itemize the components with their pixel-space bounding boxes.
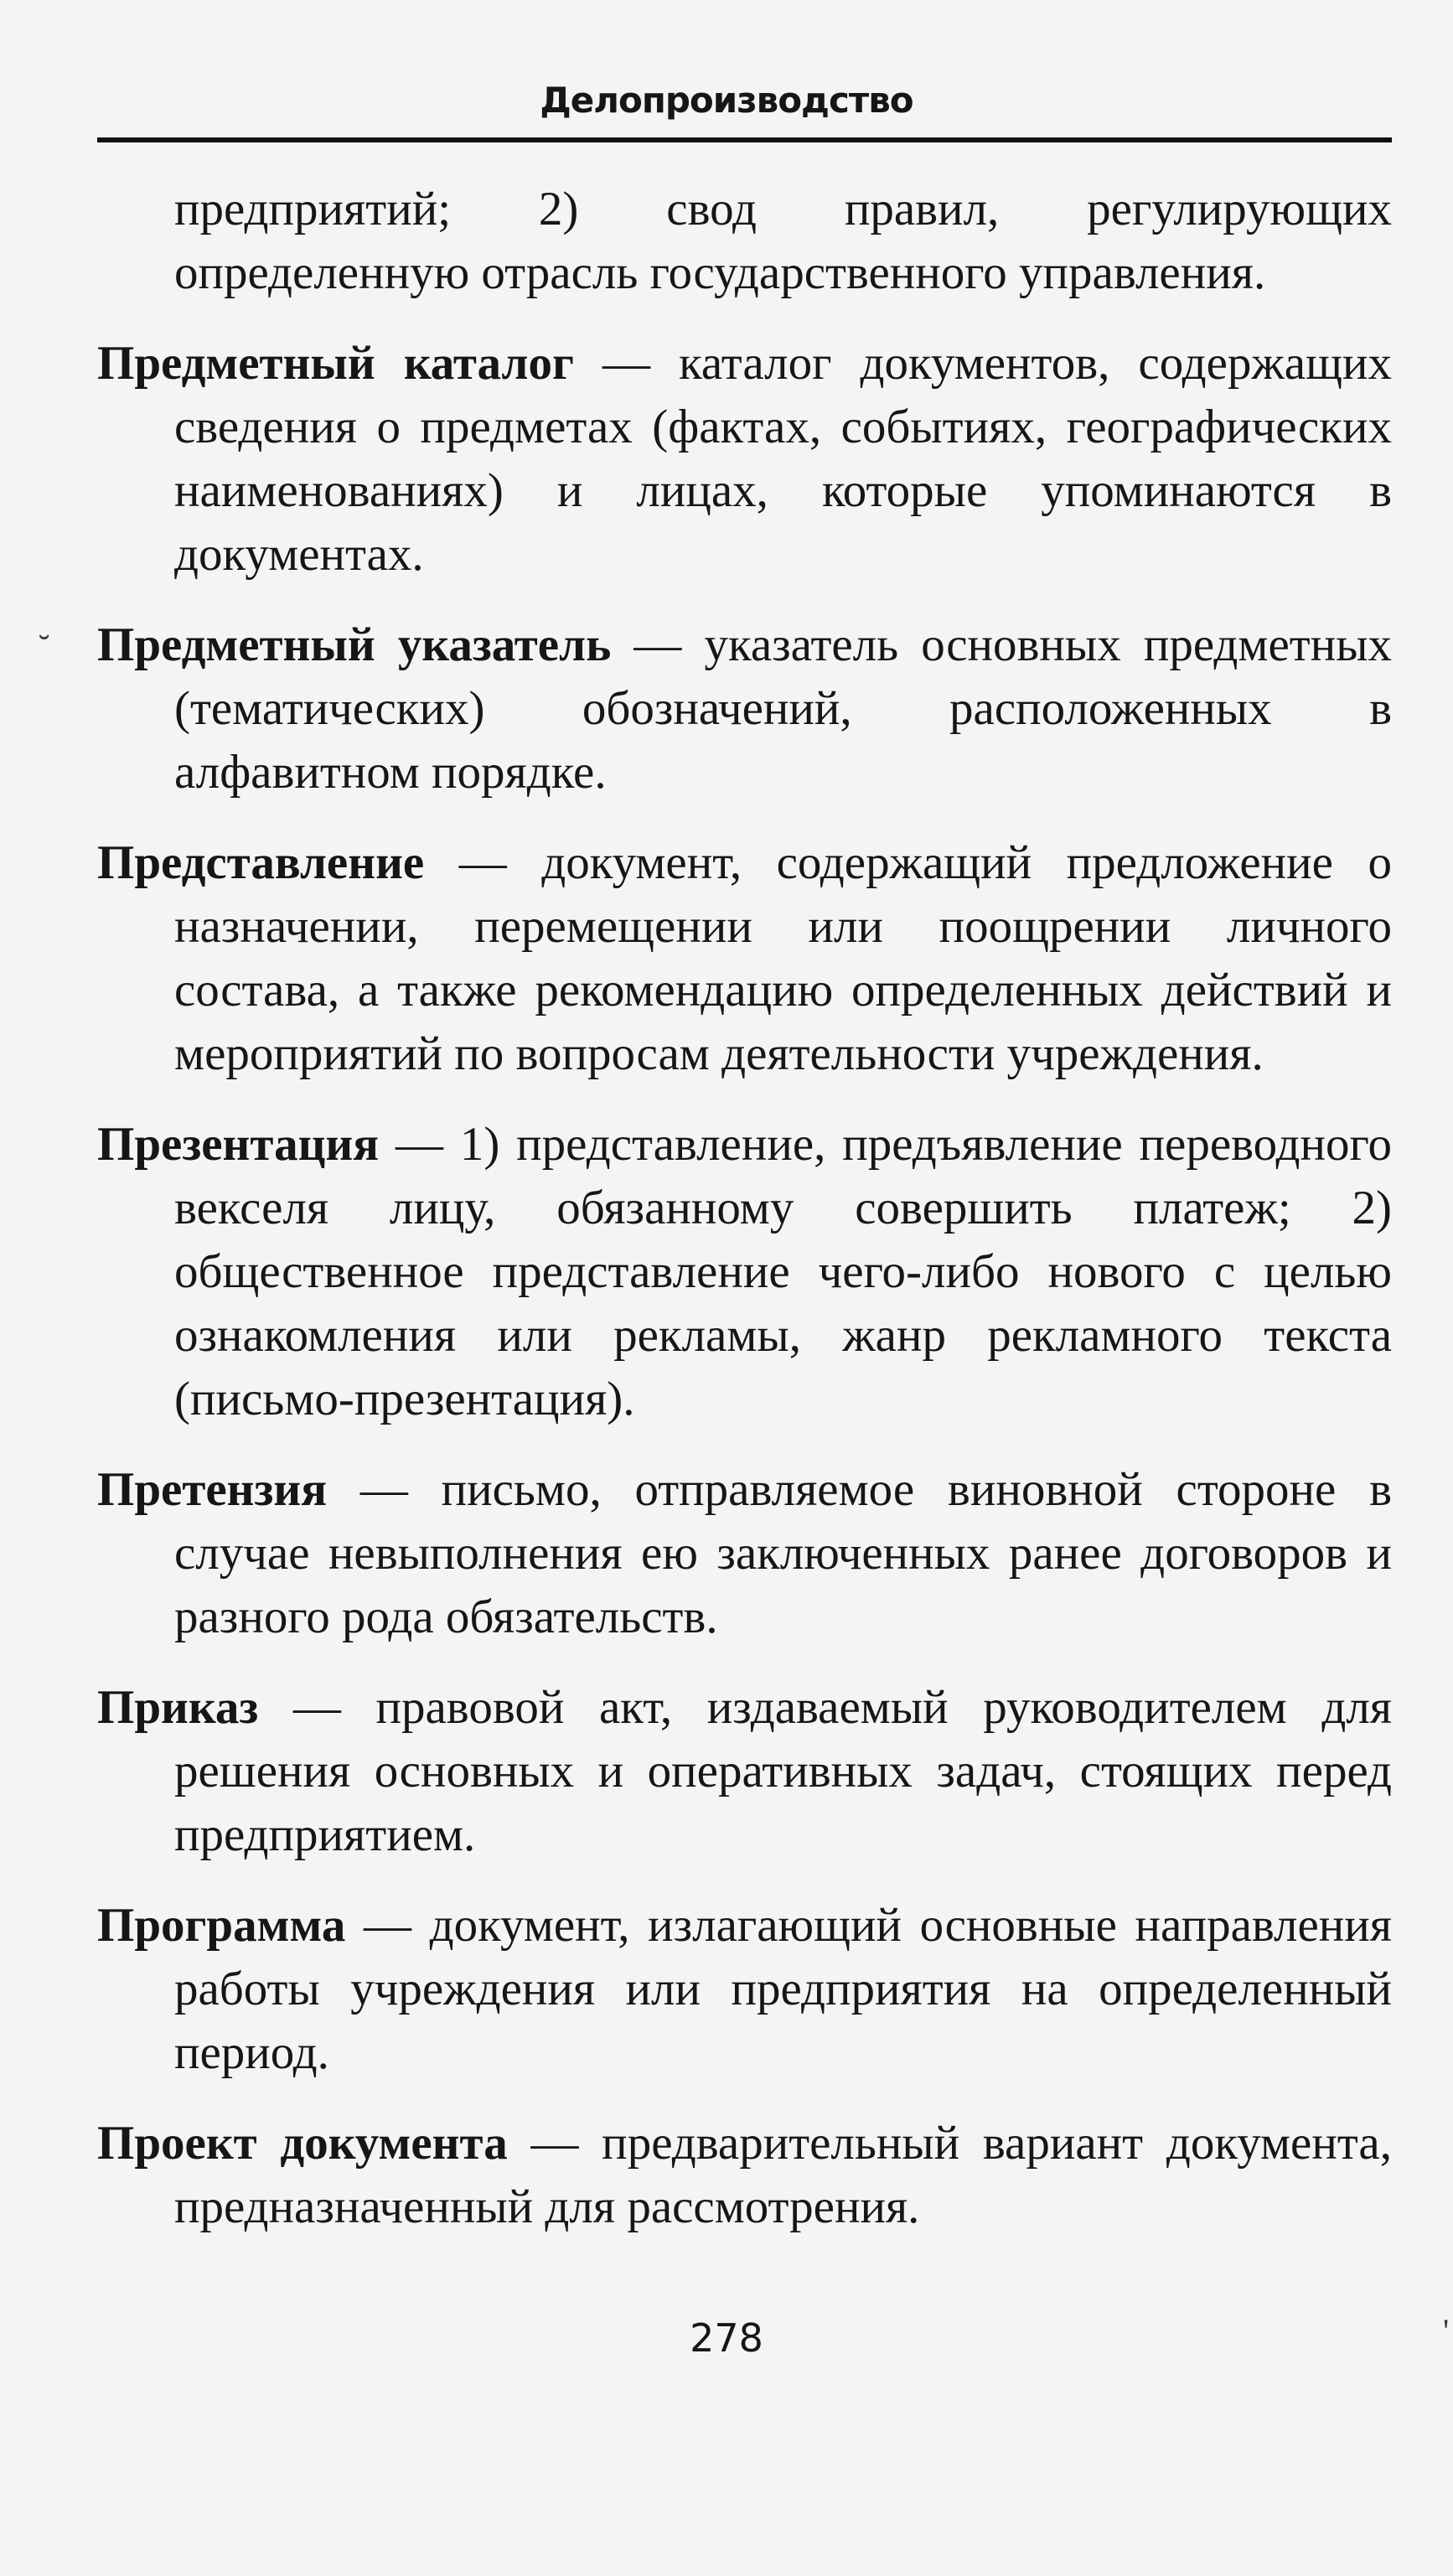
dictionary-entry xyxy=(97,1894,1392,2085)
entry-term: Презентация xyxy=(97,1118,380,1171)
entry-definition: — предварительный вариант документа, предназначенный для рассмотрения. xyxy=(174,2117,1392,2233)
entry-term: Программа xyxy=(97,1899,346,1952)
entry-term: Предметный каталог xyxy=(97,337,574,390)
dictionary-entry xyxy=(97,1676,1392,1867)
entry-term: Предметный указатель xyxy=(97,618,612,671)
dictionary-entry xyxy=(97,1113,1392,1431)
running-head: Делопроизводство xyxy=(540,80,913,121)
entry-term: Претензия xyxy=(97,1463,328,1516)
page-number: 278 xyxy=(690,2315,763,2361)
entry-term: Представление xyxy=(97,836,425,889)
scan-speck: ' xyxy=(1443,2312,1450,2350)
dictionary-entry xyxy=(97,1458,1392,1649)
dictionary-entry xyxy=(97,332,1392,587)
continuation-paragraph: предприятий; 2) свод правил, регулирующих определенную отрасль государственного управления. xyxy=(174,183,1392,299)
entry-term: Приказ xyxy=(97,1681,259,1734)
entry-definition: — письмо, отправляемое виновной стороне в случае невыполнения ею заключенных ранее договоров и разного рода обязательств. xyxy=(174,1463,1392,1643)
entry-definition: — документ, излагающий основные направления работы учреждения или предприятия на определенный период. xyxy=(174,1899,1392,2079)
dictionary-entry xyxy=(97,2112,1392,2239)
header-rule xyxy=(97,137,1392,142)
dictionary-entry xyxy=(97,613,1392,804)
scan-speck: ˘ xyxy=(39,628,50,665)
dictionary-text xyxy=(97,178,1392,2266)
entry-definition: — документ, содержащий предложение о назначении, перемещении или поощрении личного состава, а также рекомендацию определенных действий и мероприятий по вопросам деятельности учреждения. xyxy=(174,836,1392,1080)
entry-definition: — каталог документов, содержащих сведения о предметах (фактах, событиях, географических наименованиях) и лицах, которые упоминаются в документах. xyxy=(174,337,1393,581)
entry-definition: — указатель основных предметных (тематических) обозначений, расположенных в алфавитном порядке. xyxy=(174,618,1392,799)
entry-definition: — 1) представление, предъявление переводного векселя лицу, обязанному совершить платеж; 2) общественное представление чего-либо нового с целью ознакомления или рекламы, жанр рекламного текста (письмо-презентация). xyxy=(174,1118,1392,1425)
dictionary-entry xyxy=(97,831,1392,1086)
entry-definition: — правовой акт, издаваемый руководителем для решения основных и оперативных задач, стоящих перед предприятием. xyxy=(174,1681,1392,1861)
entry-term: Проект документа xyxy=(97,2117,508,2170)
